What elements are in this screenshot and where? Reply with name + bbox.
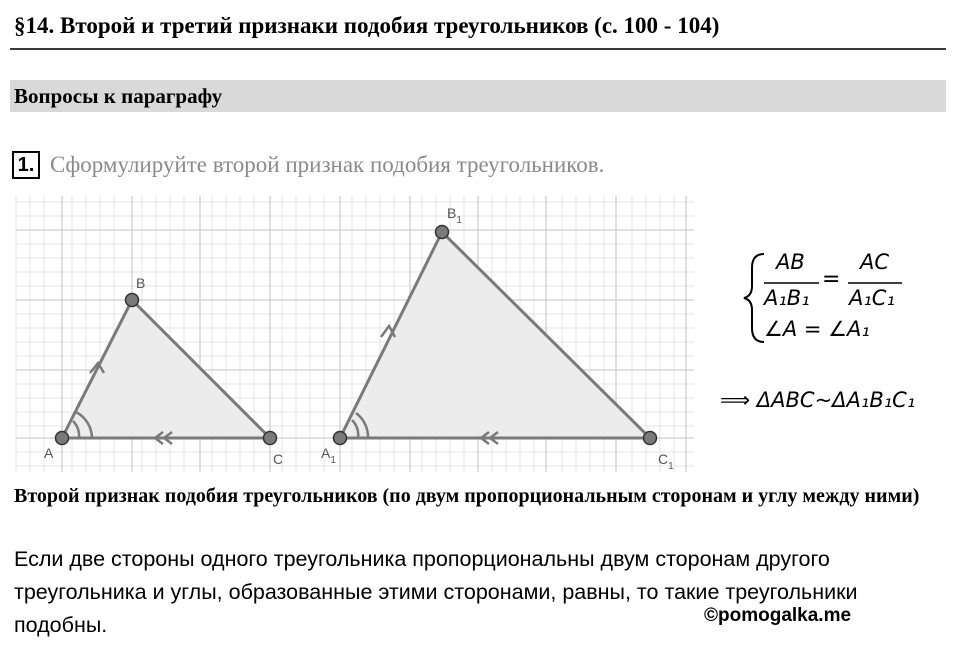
similarity-conclusion: ⟹ ΔABC~ΔA₁B₁C₁ xyxy=(720,388,916,412)
vertex-c xyxy=(264,432,277,445)
vertex-b xyxy=(126,294,139,307)
fraction-numerator-left: AB xyxy=(776,250,805,274)
fraction-numerator-right: AC xyxy=(860,250,890,274)
fraction-equals: = xyxy=(822,267,841,292)
vertex-b1 xyxy=(436,226,449,239)
vertex-a1 xyxy=(334,432,347,445)
page-title: §14. Второй и третий признаки подобия треугольников (с. 100 - 104) xyxy=(14,13,720,38)
question-number: 1. xyxy=(12,151,40,179)
label-b1: $B_1$ xyxy=(447,205,462,226)
label-b: B xyxy=(136,275,146,291)
system-brace xyxy=(744,254,764,342)
watermark: ©pomogalka.me xyxy=(704,605,852,626)
vertex-a xyxy=(56,432,69,445)
label-c: C xyxy=(273,451,284,467)
section-header-label: Вопросы к параграфу xyxy=(14,84,223,108)
definition-heading: Второй признак подобия треугольников (по двум пропорциональным сторонам и углу между ними) xyxy=(14,485,920,507)
label-c1: $C_1$ xyxy=(658,451,674,472)
label-a: A xyxy=(44,445,54,461)
question-text: Сформулируйте второй признак подобия треугольников. xyxy=(50,152,605,177)
vertex-c1 xyxy=(644,432,657,445)
angle-equality: ∠A = ∠A₁ xyxy=(764,317,870,341)
label-a1: $A_1$ xyxy=(321,445,336,466)
fraction-denominator-left: A₁B₁ xyxy=(764,286,810,310)
definition-body: Если две стороны одного треугольника пропорциональны двум сторонам другого треугольника и углы, образованные этими сторонами, равны, то такие треугольники подобны. xyxy=(14,547,858,637)
fraction-denominator-right: A₁C₁ xyxy=(849,286,895,310)
